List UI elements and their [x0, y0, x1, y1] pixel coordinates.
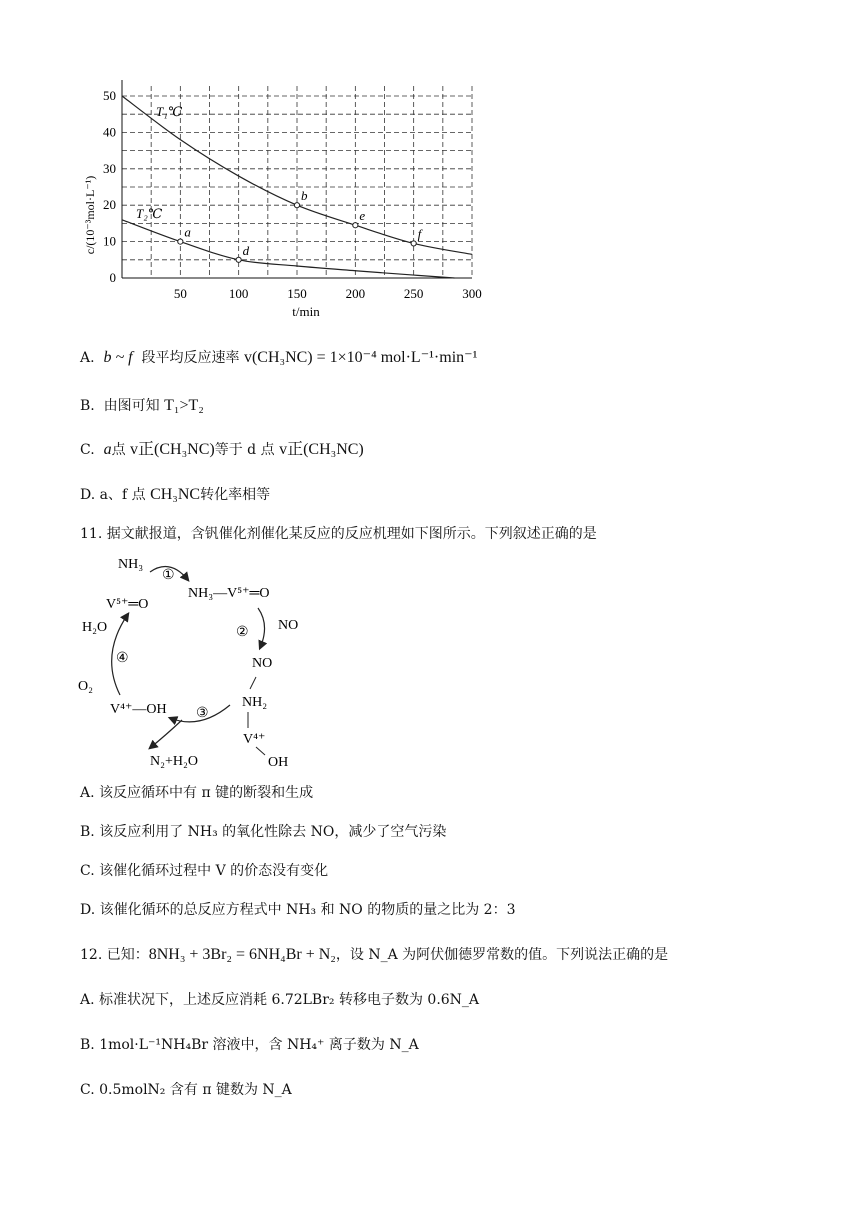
- intermediate-3: V⁴⁺—OH: [110, 702, 167, 717]
- point-label-d: d: [242, 242, 250, 258]
- point-label-e: e: [359, 208, 366, 224]
- series-line-2: [122, 220, 455, 278]
- products-label: N₂+H₂O: [150, 754, 198, 769]
- x-axis-label: t/min: [292, 304, 320, 319]
- point-label-f: f: [417, 226, 422, 242]
- step-2-arrow: [258, 608, 265, 648]
- q11-option-c: C. 该催化循环过程中 V 的价态没有变化: [80, 863, 329, 879]
- intermediate-2-v: V⁴⁺: [243, 732, 266, 747]
- bond-line: [256, 747, 265, 755]
- q10-option-b: B. 由图可知 T₁>T₂: [80, 397, 204, 414]
- x-tick-label: 50: [173, 286, 187, 301]
- y-tick-label: 0: [109, 270, 116, 285]
- step-1-label: ①: [162, 568, 175, 583]
- point-e: [353, 223, 358, 228]
- y-axis-label: c/(10⁻³mol·L⁻¹): [83, 175, 97, 255]
- x-tick-label: 150: [287, 286, 307, 301]
- q10-option-c: C. a点 v正(CH₃NC)等于 d 点 v正(CH₃NC): [80, 441, 364, 458]
- nh3-label: NH₃: [118, 557, 144, 572]
- q12-option-c: C. 0.5molN₂ 含有 π 键数为 N_A: [80, 1082, 292, 1098]
- catalyst-label: V⁵⁺═O: [106, 597, 149, 612]
- h2o-label: H₂O: [82, 620, 108, 635]
- x-tick-label: 200: [345, 286, 366, 301]
- no-reactant-label: NO: [278, 618, 299, 633]
- intermediate-2-no: NO: [252, 656, 273, 671]
- x-tick-label: 100: [228, 286, 249, 301]
- x-tick-label: 300: [462, 286, 482, 301]
- bond-line: [250, 677, 256, 689]
- point-a: [178, 239, 183, 244]
- q12-stem: 12. 已知：8NH₃ + 3Br₂ = 6NH₄Br + N₂，设 N_A 为阿伏伽德罗常数的值。下列说法正确的是: [80, 946, 669, 963]
- o2-label: O₂: [78, 679, 93, 694]
- point-f: [411, 241, 416, 246]
- y-tick-label: 40: [103, 124, 116, 140]
- step-3-label: ③: [196, 706, 209, 721]
- series-label-1: T₁℃: [156, 104, 183, 120]
- x-tick-label: 250: [403, 286, 424, 301]
- intermediate-2-oh: OH: [268, 755, 289, 770]
- intermediate-1: NH₃—V⁵⁺═O: [188, 586, 270, 601]
- y-tick-label: 50: [103, 88, 116, 103]
- concentration-time-chart: [70, 70, 490, 330]
- chart-tick-labels: [103, 88, 482, 301]
- chart-series-labels: [136, 104, 183, 221]
- q12-option-a: A. 标准状况下，上述反应消耗 6.72LBr₂ 转移电子数为 0.6N_A: [80, 992, 480, 1008]
- y-tick-label: 10: [103, 233, 116, 249]
- series-label-2: T₂℃: [136, 205, 163, 221]
- q11-stem: 11. 据文献报道，含钒催化剂催化某反应的反应机理如下图所示。下列叙述正确的是: [80, 526, 597, 542]
- y-tick-label: 20: [103, 197, 116, 213]
- q11-option-d: D. 该催化循环的总反应方程式中 NH₃ 和 NO 的物质的量之比为 2：3: [80, 902, 516, 918]
- point-label-b: b: [301, 188, 308, 204]
- q12-option-b: B. 1mol·L⁻¹NH₄Br 溶液中，含 NH₄⁺ 离子数为 N_A: [80, 1037, 419, 1053]
- q10-option-a: A. b ~ f 段平均反应速率 v(CH₃NC) = 1×10⁻⁴ mol·L⁻¹·min⁻¹: [80, 349, 478, 366]
- step-4-label: ④: [116, 651, 129, 666]
- q10-option-d: D. a、f 点 CH₃NC转化率相等: [80, 486, 271, 503]
- products-arrow: [150, 720, 182, 748]
- step-2-label: ②: [236, 625, 249, 640]
- point-label-a: a: [184, 224, 191, 240]
- q11-option-a: A. 该反应循环中有 π 键的断裂和生成: [80, 785, 314, 801]
- y-tick-label: 30: [103, 160, 116, 176]
- chart-points: [178, 188, 424, 262]
- point-d: [236, 257, 241, 262]
- point-b: [294, 203, 299, 208]
- q11-option-b: B. 该反应利用了 NH₃ 的氧化性除去 NO，减少了空气污染: [80, 824, 447, 840]
- catalytic-cycle-diagram: [70, 550, 330, 775]
- intermediate-2-nh2: NH₂: [242, 695, 268, 710]
